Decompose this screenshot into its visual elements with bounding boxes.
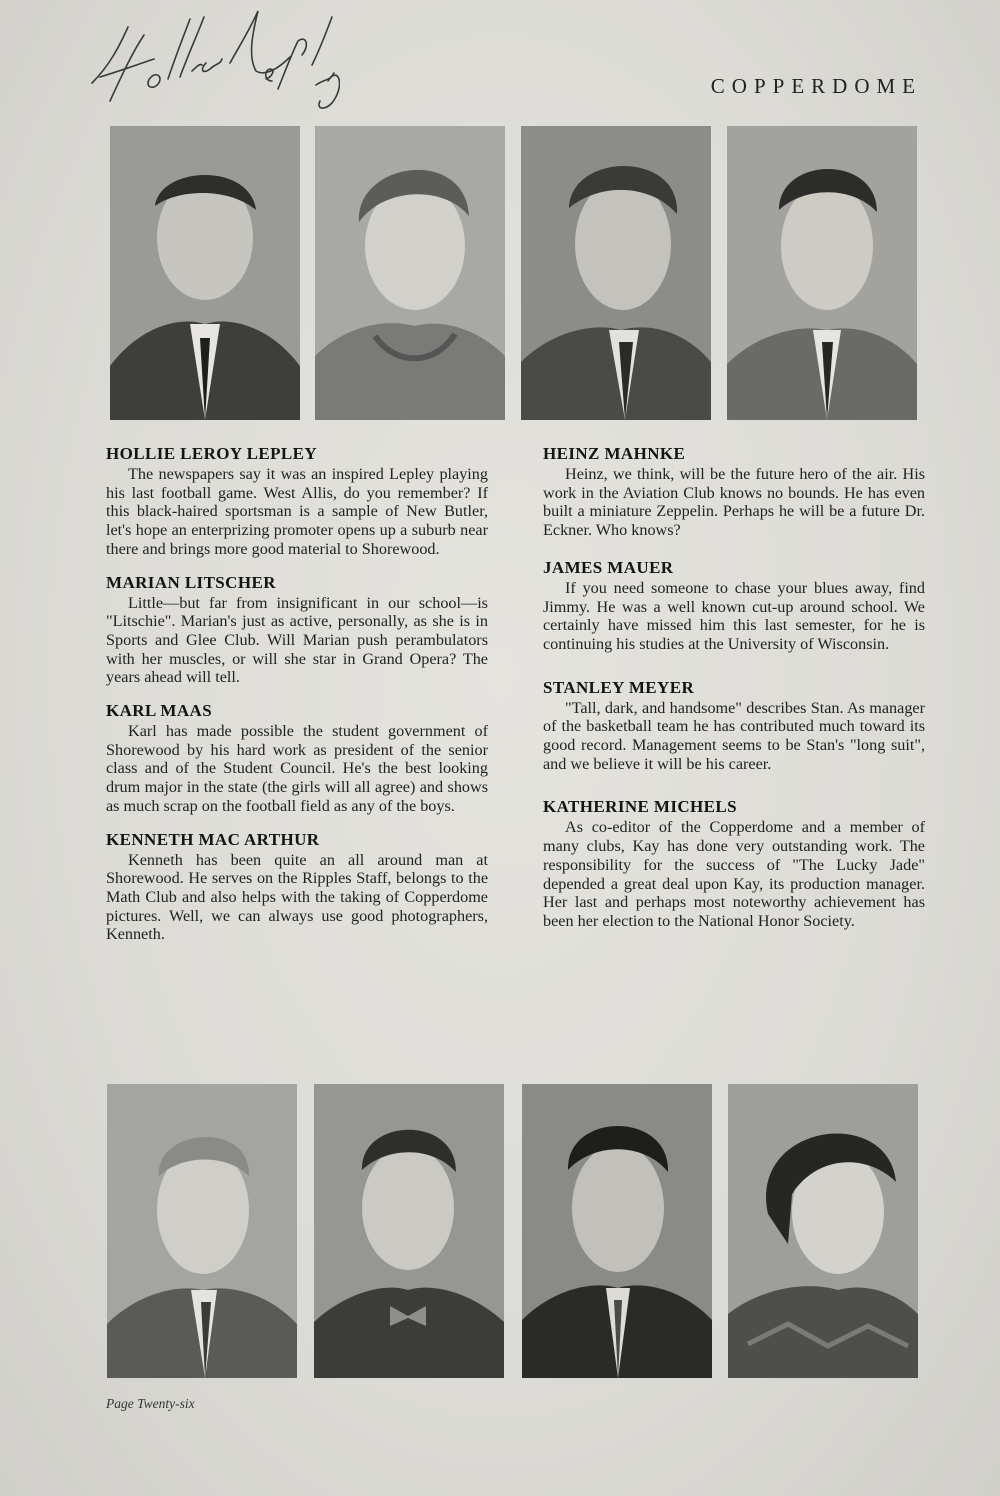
student-bio: If you need someone to chase your blues away, find Jimmy. He was a well known cut-up around school. We certainly have missed him this last semester, for he is continuing his studies at the University of Wisconsin. (543, 578, 925, 653)
portrait-photo-james-mauer (314, 1084, 504, 1378)
portrait-photo-kenneth-mac-arthur (727, 126, 917, 420)
right-bio-column (543, 444, 925, 945)
handwritten-signature (80, 5, 340, 120)
page-number: Page Twenty-six (106, 1396, 195, 1411)
student-bio: The newspapers say it was an inspired Lepley playing his last football game. West Allis, do you remember? If this black-haired sportsman is a sample of New Butler, let's hope an enterprizing promoter opens up a suburb near there and brings more good material to Shorewood. (106, 465, 488, 558)
portrait-photo-karl-maas (521, 126, 711, 420)
portrait-photo-icon (727, 126, 917, 420)
portrait-photo-icon (107, 1084, 297, 1378)
portrait-photo-icon (521, 126, 711, 420)
portrait-photo-heinz-mahnke (315, 126, 505, 420)
bio-entry (106, 701, 488, 816)
student-name: KATHERINE MICHELS (543, 797, 737, 817)
bio-entry (543, 444, 925, 540)
student-name: HOLLIE LEROY LEPLEY (106, 444, 318, 463)
portrait-photo-icon (110, 126, 300, 420)
bio-entry (543, 678, 925, 774)
student-bio: As co-editor of the Copperdome and a member of many clubs, Kay has done very outstanding work. The responsibility for the success of "The Lucky Jade" depended a great deal upon Kay, its production manager. Her last and perhaps most noteworthy achievement has been her election to the National Honor Society. (543, 818, 925, 930)
student-name: JAMES MAUER (543, 557, 674, 577)
portrait-photo-icon (728, 1084, 918, 1378)
student-name: KENNETH MAC ARTHUR (106, 829, 320, 849)
bio-entry (543, 558, 925, 654)
student-name: HEINZ MAHNKE (543, 444, 686, 463)
bio-entry (106, 830, 488, 945)
student-bio: "Tall, dark, and handsome" describes Stan. As manager of the basketball team he has contributed much toward its good record. Management seems to be Stan's "long suit", and we believe it will be his career. (543, 698, 925, 773)
student-name: STANLEY MEYER (543, 677, 695, 697)
student-bio: Kenneth has been quite an all around man at Shorewood. He serves on the Ripples Staff, belongs to the Math Club and also helps with the taking of Copperdome pictures. Well, we can always use good photographers, Kenneth. (106, 850, 488, 944)
student-bio: Karl has made possible the student government of Shorewood by his hard work as president of the senior class and of the Student Council. He's the best looking drum major in the state (the girls will all agree) and shows as much scrap on the football field as any of the boys. (106, 722, 488, 815)
portrait-photo-icon (314, 1084, 504, 1378)
portrait-photo-hollie-lepley (110, 126, 300, 420)
portrait-photo-icon (315, 126, 505, 420)
student-bio: Heinz, we think, will be the future hero of the air. His work in the Aviation Club knows no bounds. He has even built a miniature Zeppelin. Perhaps he will be a future Dr. Eckner. Who knows? (543, 465, 925, 540)
student-name: KARL MAAS (106, 701, 213, 721)
portrait-photo-marian-litscher (107, 1084, 297, 1378)
portrait-photo-icon (522, 1084, 712, 1378)
bio-entry (106, 444, 488, 559)
bio-entry (106, 573, 488, 688)
bio-entry (543, 797, 925, 930)
portrait-photo-stanley-meyer (522, 1084, 712, 1378)
portrait-photo-katherine-michels (728, 1084, 918, 1378)
student-name: MARIAN LITSCHER (106, 572, 276, 592)
left-bio-column (106, 444, 488, 958)
student-bio: Little—but far from insignificant in our school—is "Litschie". Marian's just as active, personally, as she is in Sports and Glee Club. Will Marian push perambulators with her muscles, or will she star in Grand Opera? The years ahead will tell. (106, 593, 488, 687)
book-title: COPPERDOME (710, 74, 922, 98)
